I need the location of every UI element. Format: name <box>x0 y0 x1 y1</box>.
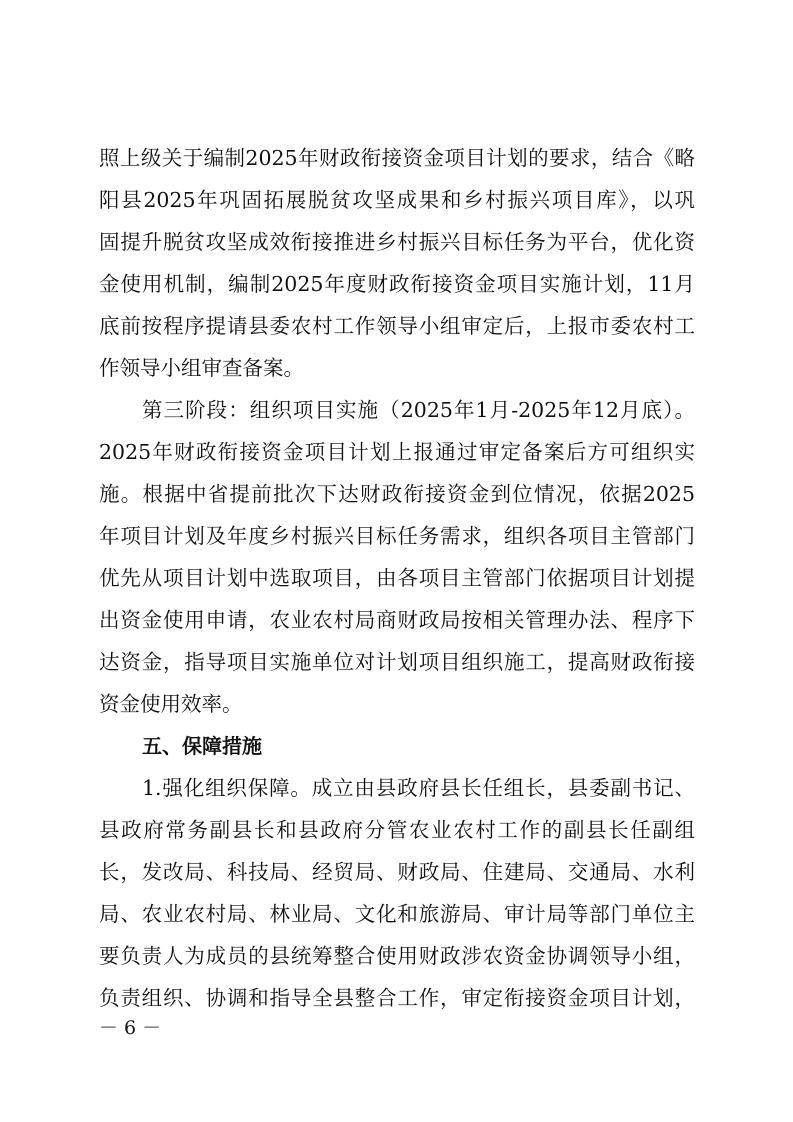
text-line: 照上级关于编制2025年财政衔接资金项目计划的要求，结合《略 <box>99 146 695 170</box>
text-line: 阳县2025年巩固拓展脱贫攻坚成果和乡村振兴项目库》，以巩 <box>99 188 695 212</box>
text-line: 优先从项目计划中选取项目，由各项目主管部门依据项目计划提 <box>99 566 695 590</box>
text-line: 局、农业农村局、林业局、文化和旅游局、审计局等部门单位主 <box>99 902 695 926</box>
text-line: 固提升脱贫攻坚成效衔接推进乡村振兴目标任务为平台，优化资 <box>99 230 695 254</box>
text-line: 年项目计划及年度乡村振兴目标任务需求，组织各项目主管部门 <box>99 524 695 548</box>
text-line: 2025年财政衔接资金项目计划上报通过审定备案后方可组织实 <box>99 440 695 464</box>
text-line: 出资金使用申请，农业农村局商财政局按相关管理办法、程序下 <box>99 608 695 632</box>
paragraph-first-line: 1.强化组织保障。成立由县政府县长任组长，县委副书记、 <box>142 776 695 800</box>
text-line: 长，发改局、科技局、经贸局、财政局、住建局、交通局、水利 <box>99 860 695 884</box>
text-line: 金使用机制，编制2025年度财政衔接资金项目实施计划，11月 <box>99 272 695 296</box>
text-line: 施。根据中省提前批次下达财政衔接资金到位情况，依据2025 <box>99 482 695 506</box>
text-line: 负责组织、协调和指导全县整合工作，审定衔接资金项目计划， <box>99 986 695 1010</box>
text-line: 县政府常务副县长和县政府分管农业农村工作的副县长任副组 <box>99 818 695 842</box>
paragraph-first-line: 第三阶段：组织项目实施（2025年1月-2025年12月底）。 <box>142 398 695 422</box>
text-line: 要负责人为成员的县统筹整合使用财政涉农资金协调领导小组， <box>99 944 695 968</box>
page-number: － 6 － <box>99 1017 162 1039</box>
text-line: 底前按程序提请县委农村工作领导小组审定后，上报市委农村工 <box>99 314 695 338</box>
section-heading: 五、保障措施 <box>142 734 262 758</box>
text-line: 资金使用效率。 <box>99 692 243 716</box>
text-line: 达资金，指导项目实施单位对计划项目组织施工，提高财政衔接 <box>99 650 695 674</box>
text-line: 作领导小组审查备案。 <box>99 356 304 380</box>
